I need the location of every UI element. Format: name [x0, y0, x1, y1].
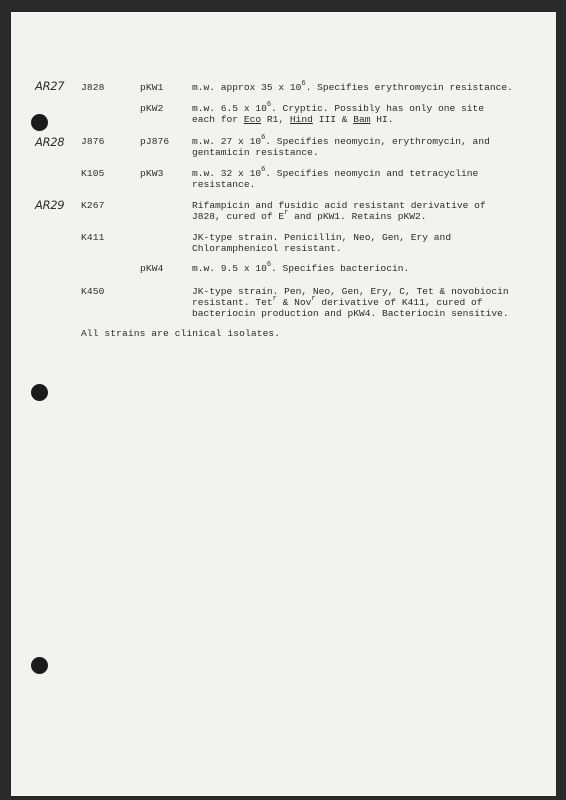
strain-id: J876	[81, 136, 105, 147]
row-description: m.w. 9.5 x $10^6$. Specifies bacteriocin.	[192, 261, 410, 274]
plasmid-id: pKW4	[140, 263, 164, 274]
plasmid-id: pKW1	[140, 82, 164, 93]
row-description: m.w. 32 x $10^6$. Specifies neomycin and tetracycline resistance.	[192, 166, 479, 190]
strain-id: K450	[81, 286, 105, 297]
plasmid-id: pKW2	[140, 103, 164, 114]
row-description: Rifampicin and fusidic acid resistant derivative of J828, cured of $E^r$ and pKW1. Retains pKW2.	[192, 200, 486, 222]
punch-hole	[31, 657, 48, 674]
strain-id: K267	[81, 200, 105, 211]
handwritten-label: AR29	[35, 198, 65, 212]
punch-hole	[31, 384, 48, 401]
punch-hole	[31, 114, 48, 131]
row-description: m.w. 27 x $10^6$. Specifies neomycin, erythromycin, and gentamicin resistance.	[192, 134, 490, 158]
row-description: JK-type strain. Pen, Neo, Gen, Ery, C, Tet & novobiocin resistant. Tet$^r$ & Nov$^r$ derivative of K411, cured of bacteriocin production and pKW4. Bacteriocin sensitive.	[192, 286, 509, 319]
strain-id: K105	[81, 168, 105, 179]
row-description: m.w. approx 35 x $10^6$. Specifies erythromycin resistance.	[192, 80, 513, 93]
row-description: m.w. 6.5 x $10^6$. Cryptic. Possibly has only one site each for Eco R1, Hind III & Bam HI.	[192, 101, 485, 125]
handwritten-label: AR28	[35, 135, 65, 149]
footer-note: All strains are clinical isolates.	[81, 328, 281, 339]
plasmid-id: pJ876	[140, 136, 170, 147]
row-description: JK-type strain. Penicillin, Neo, Gen, Ery and Chloramphenicol resistant.	[192, 232, 452, 254]
plasmid-id: pKW3	[140, 168, 164, 179]
document-page	[11, 12, 556, 796]
handwritten-label: AR27	[35, 79, 65, 93]
strain-id: J828	[81, 82, 105, 93]
strain-id: K411	[81, 232, 105, 243]
